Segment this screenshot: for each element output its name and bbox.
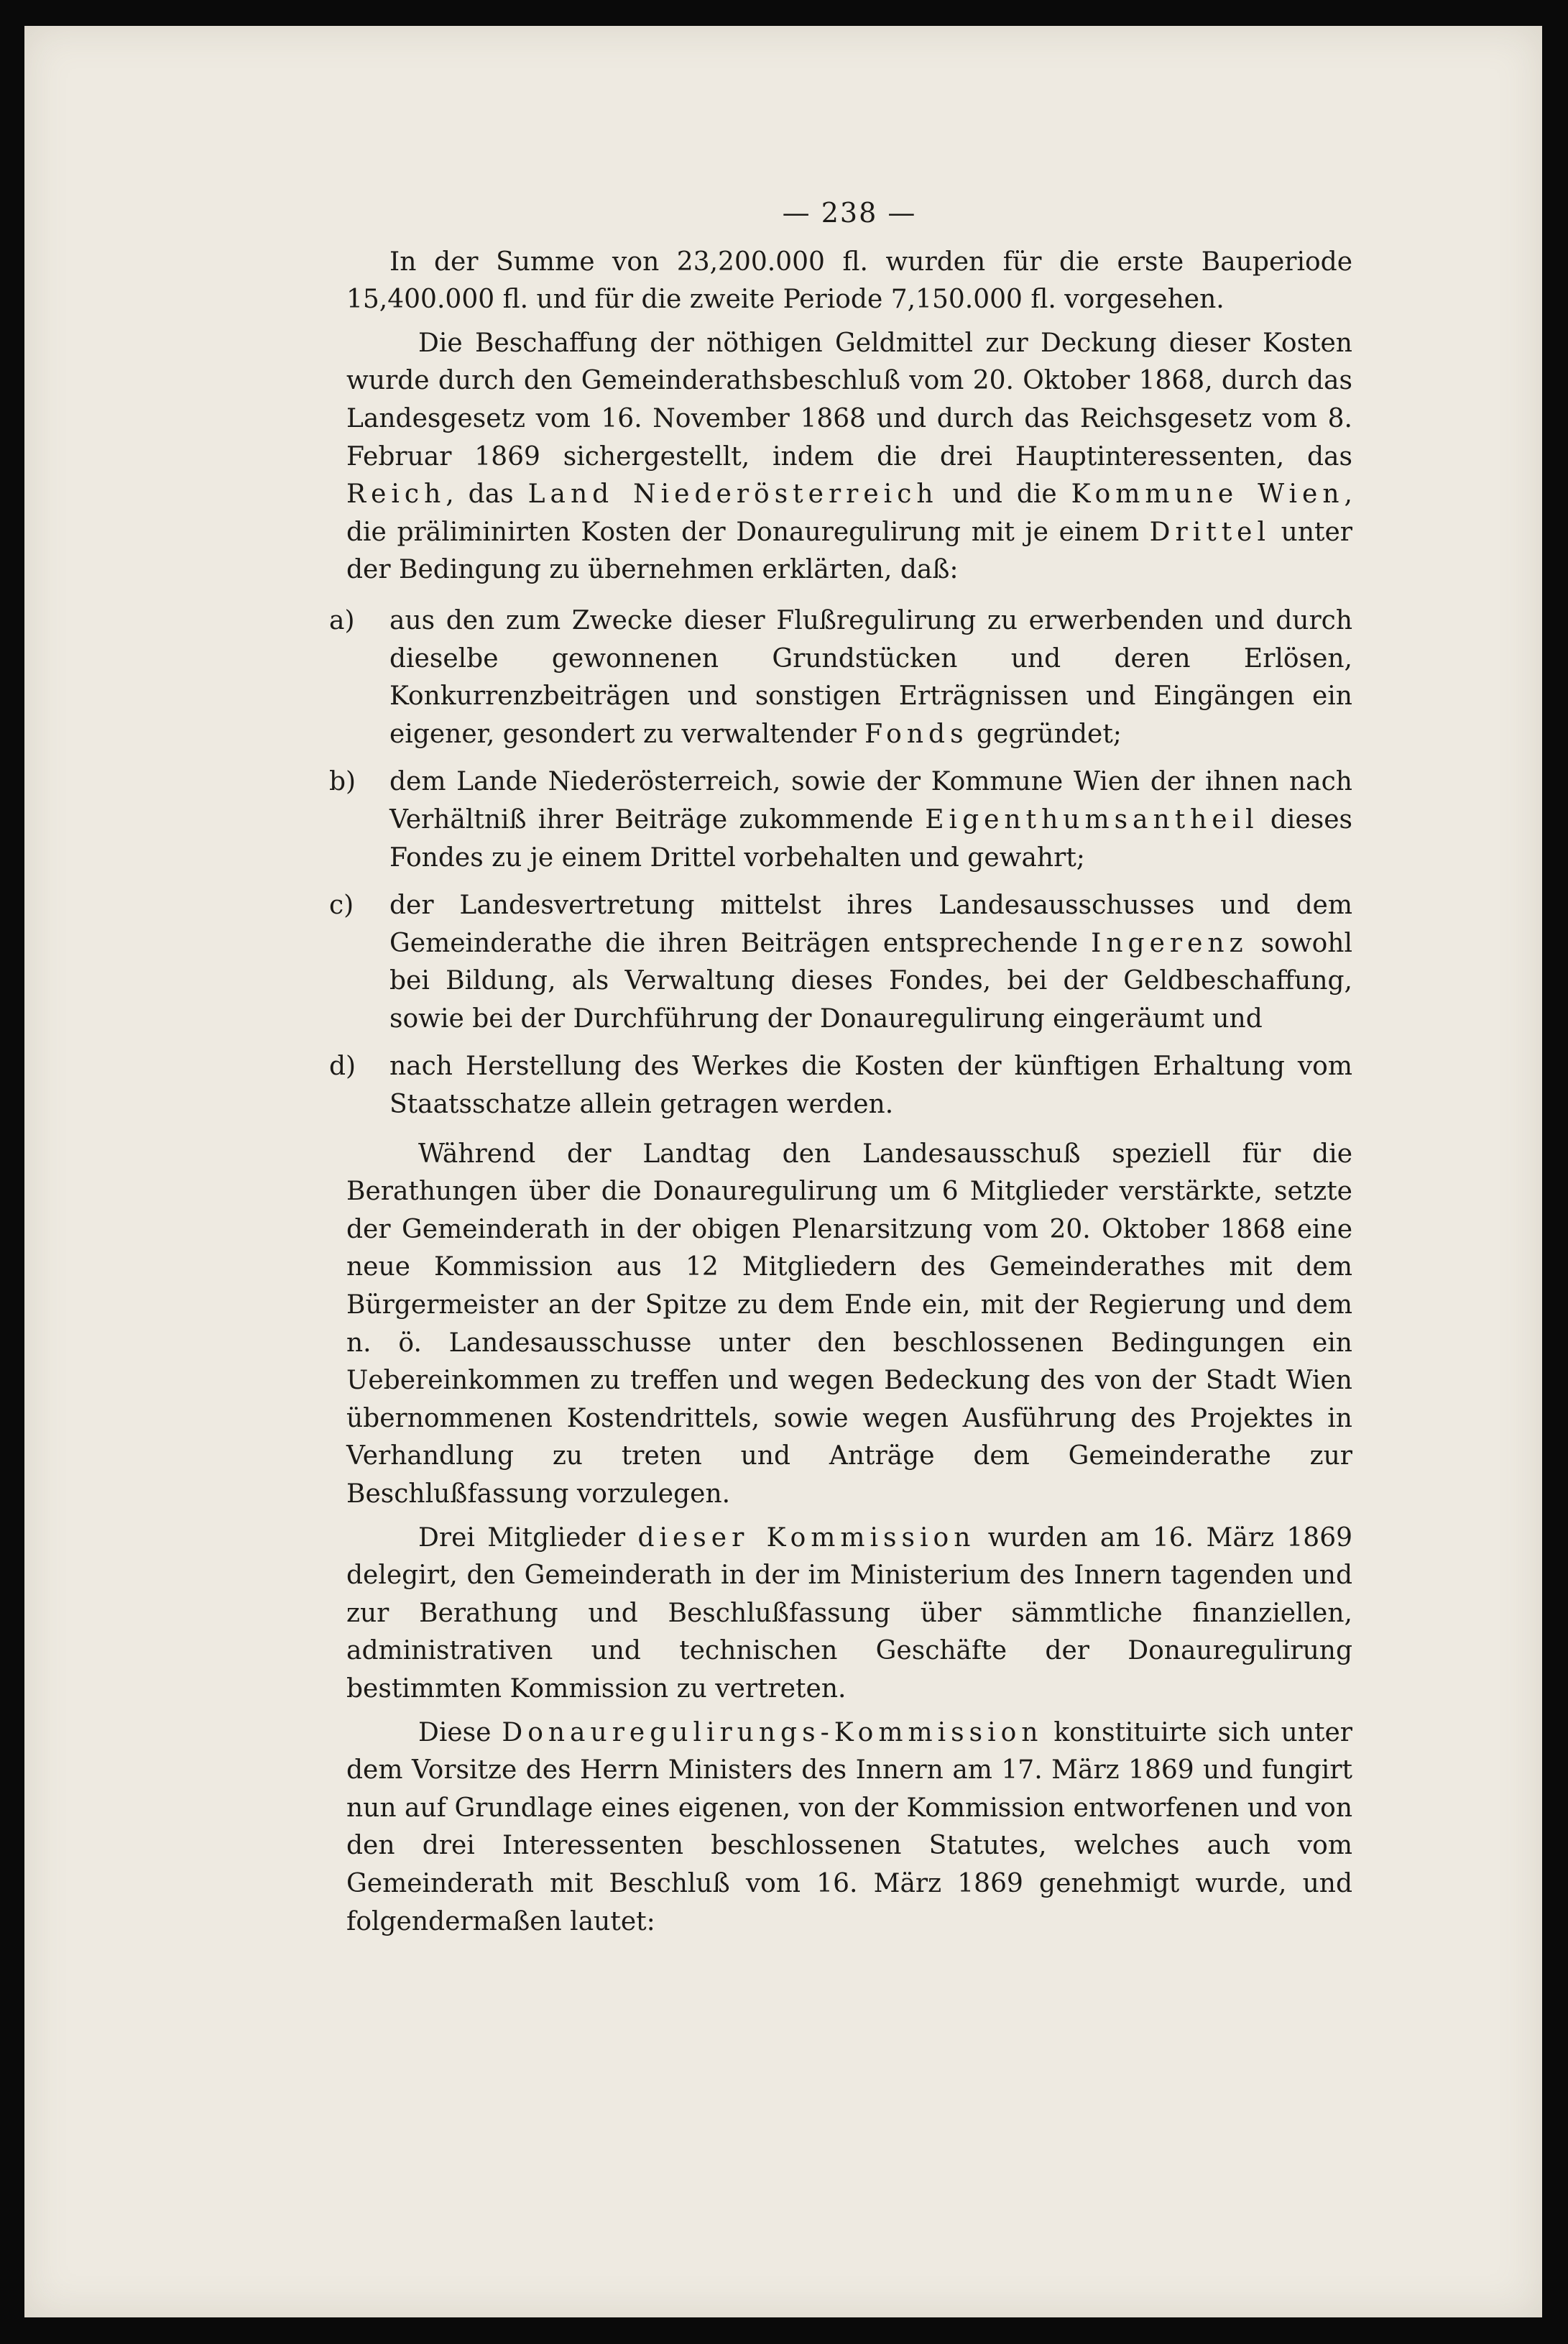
delegation-text-1: Drei Mitglieder [418,1522,638,1553]
term-donauregulirungs-kommission: Donauregulirungs-Kommission [502,1717,1043,1747]
page-number: — 238 — [782,197,917,229]
term-kommission: dieser Kommission [637,1522,976,1553]
list-label: b) [329,767,356,797]
list-item [329,1048,1352,1123]
list-spaced-term: Ingerenz [1091,928,1248,958]
list-text: dem Lande Niederösterreich, sowie der Kommune Wien der ihnen nach Verhältniß ihrer Beiträge zukommende [389,767,1352,835]
list-text: der Landesvertretung mittelst ihres Landesausschusses und dem Gemeinderathe die ihren Beiträgen entsprechende [389,891,1352,958]
list-label: c) [329,891,354,921]
list-text-end: dieses Fondes zu je einem Drittel vorbehalten und gewahrt; [389,804,1353,873]
conditions-list [329,602,1353,1124]
list-spaced-term: Fonds [864,719,969,749]
funding-text-5: unter der Bedingung zu übernehmen erklärten, daß: [346,517,1352,585]
list-text-end: sowohl bei Bildung, als Verwaltung dieses Fondes, bei der Geldbeschaffung, sowie bei der Durchführung der Donauregulirung eingeräumt und [389,928,1352,1034]
list-item [329,763,1353,877]
page-text [329,194,1353,1947]
term-drittel: Drittel [1149,517,1270,547]
paragraph-delegation [346,1520,1352,1709]
statute-text-1: Diese [418,1717,502,1747]
term-kommune: Kommune Wien [1071,479,1345,510]
paragraph-landtag: Während der Landtag den Landesausschuß speziell für die Berathungen über die Donauregulirung um 6 Mitglieder verstärkte, setzte der Gemeinderath in der obigen Plenarsitzung vom 20. Oktober 1868 eine neue Kommission aus 12 Mitgliedern des Gemeinderathes mit dem Bürgermeister an der Spitze zu dem Ende ein, mit der Regierung und dem n. ö. Landesausschusse unter den beschlossenen Bedingungen ein Uebereinkommen zu treffen und wegen Bedeckung des von der Stadt Wien übernommenen Kostendrittels, sowie wegen Ausführung des Projektes in Verhandlung zu treten und Anträge dem Gemeinderathe zur Beschlußfassung vorzulegen. [346,1139,1352,1509]
list-text: nach Herstellung des Werkes die Kosten der künftigen Erhaltung vom Staatsschatze allein getragen werden. [389,1052,1352,1120]
term-land: Land Niederösterreich [527,479,939,510]
list-item [329,602,1352,753]
list-text-end: gegründet; [968,719,1122,749]
list-spaced-term: Eigenthumsantheil [925,804,1259,835]
funding-text-3: und die [938,479,1071,510]
list-label: d) [329,1052,356,1082]
funding-text-2: , das [446,479,528,510]
paragraph-statute [346,1714,1352,1941]
paragraph-intro: In der Summe von 23,200.000 fl. wurden für die erste Bauperiode 15,400.000 fl. und für die zweite Periode 7,150.000 fl. vorgesehen. [346,247,1352,315]
list-label: a) [329,605,355,635]
list-item [329,887,1352,1038]
delegation-text-2: wurden am 16. März 1869 delegirt, den Gemeinderath in der im Ministerium des Innern tagenden und zur Berathung und Beschlußfassung über sämmtliche finanziellen, administrativen und technischen Geschäfte der Donauregulirung bestimmten Kommission zu vertreten. [346,1522,1352,1704]
term-reich: Reich [346,479,446,510]
statute-text-2: konstituirte sich unter dem Vorsitze des Herrn Ministers des Innern am 17. März 1869 und fungirt nun auf Grundlage eines eigenen, von der Kommission entworfenen und von den drei Interessenten beschlossenen Statutes, welches auch vom Gemeinderath mit Beschluß vom 16. März 1869 genehmigt wurde, und folgendermaßen lautet: [346,1717,1352,1936]
paragraph-funding [346,325,1352,589]
funding-text-4: , die präliminirten Kosten der Donauregulirung mit je einem [346,479,1352,547]
list-text: aus den zum Zwecke dieser Flußregulirung zu erwerbenden und durch dieselbe gewonnenen Grundstücken und deren Erlösen, Konkurrenzbeiträgen und sonstigen Erträgnissen und Eingängen ein eigener, gesondert zu verwaltender [389,605,1352,749]
funding-text-1: Die Beschaffung der nöthigen Geldmittel zur Deckung dieser Kosten wurde durch den Gemeinderathsbeschluß vom 20. Oktober 1868, durch das Landesgesetz vom 16. November 1868 und durch das Reichsgesetz vom 8. Februar 1869 sichergestellt, indem die drei Hauptinteressenten, das [346,328,1352,472]
